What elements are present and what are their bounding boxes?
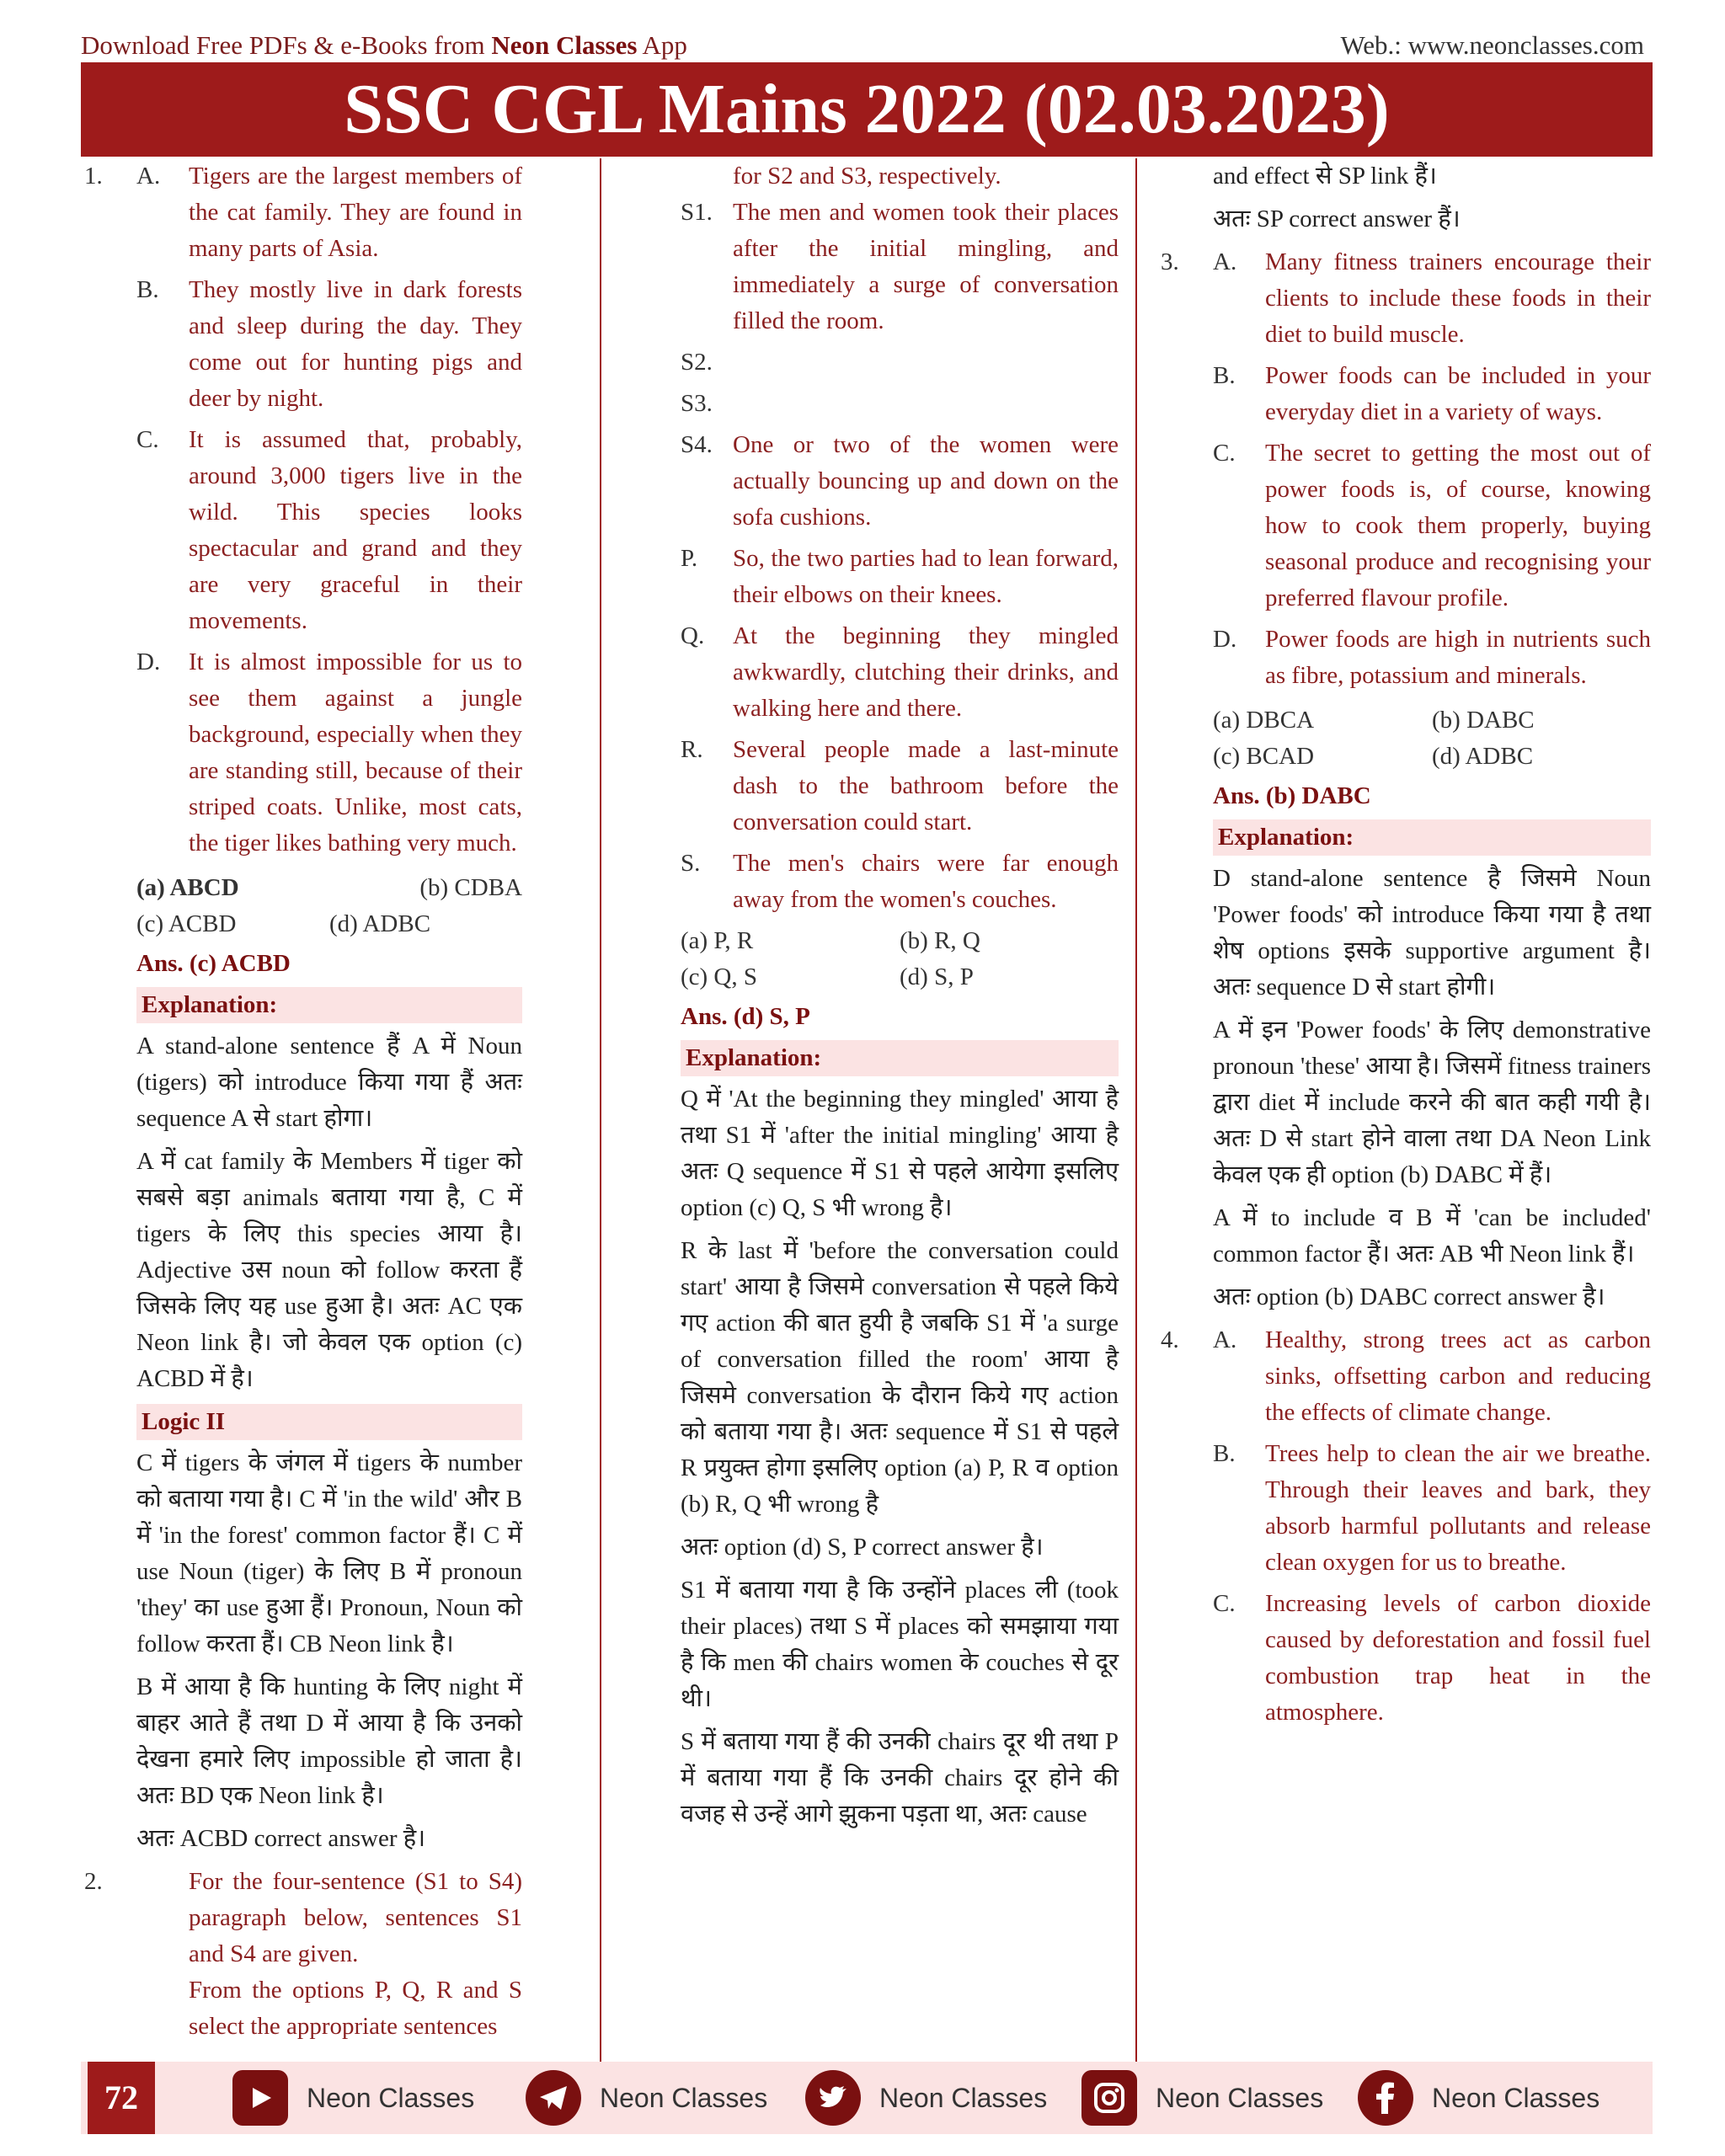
sentence-b: Trees help to clean the air we breathe. Through their leaves and bark, they absorb harmful pollutants and release clean oxygen for us to breathe. [1265, 1440, 1651, 1576]
question-number: 3. [1161, 248, 1179, 275]
youtube-link[interactable] [232, 2070, 474, 2126]
choice-b[interactable]: (b) R, Q [900, 927, 980, 954]
sentence-label: A. [1213, 248, 1237, 275]
choice-d[interactable]: (d) ADBC [329, 910, 431, 937]
column-1 [84, 158, 522, 2048]
explanation-text: R के last में 'before the conversation could start' आया है जिसमे conversation से पहले किये गए action की बात हुयी है जबकि S1 में 'a surge of conversation filled the room' आया है जिसमे conversation के दौरान किये गए action को बताया गया है। अतः sequence में S1 से पहले R प्रयुक्त होगा इसलिए option (a) P, R व option (b) R, Q भी wrong है [681, 1237, 1119, 1518]
sentence-label: B. [1213, 1440, 1236, 1467]
question-number: 2. [84, 1868, 103, 1895]
explanation-text: अतः SP correct answer हैं। [1213, 205, 1461, 232]
logic-heading: Logic II [136, 1404, 522, 1440]
explanation-text: A में cat family के Members में tiger को सबसे बड़ा animals बताया गया है, C में tigers के लिए this species आया है। Adjective उस noun को follow करता हैं जिसके लिए यह use हुआ है। अतः AC एक Neon link है। जो केवल एक option (c) ACBD में है। [136, 1148, 522, 1392]
choice-c[interactable]: (c) ACBD [136, 910, 237, 937]
answer: Ans. (b) DABC [1213, 782, 1371, 809]
download-notice: Download Free PDFs & e-Books from Neon Classes App [81, 30, 687, 60]
telegram-icon [526, 2070, 581, 2126]
sentence-a: Healthy, strong trees act as carbon sinks, offsetting carbon and reducing the effects of climate change. [1265, 1326, 1651, 1426]
sentence-d: It is almost impossible for us to see them against a jungle background, especially when they are standing still, because of their striped coats. Unlike, most cats, the tiger likes bathing very much. [189, 648, 522, 857]
twitter-label: Neon Classes [879, 2082, 1048, 2113]
twitter-icon [805, 2070, 861, 2126]
explanation-text: A में इन 'Power foods' के लिए demonstrative pronoun 'these' आया है। जिसमें fitness trainers द्वारा diet में include करने की बात कही गयी है। अतः D से start होने वाला तथा DA Neon Link केवल एक ही option (b) DABC में हैं। [1213, 1017, 1651, 1188]
sentence-s: The men's chairs were far enough away from the women's couches. [733, 850, 1119, 913]
explanation-text: अतः option (b) DABC correct answer है। [1213, 1283, 1605, 1310]
sentence-label: C. [136, 426, 159, 453]
column-divider [600, 158, 601, 2063]
question-text: for S2 and S3, respectively. [733, 163, 1001, 189]
question-number: 4. [1161, 1326, 1179, 1353]
sentence-label: D. [136, 648, 161, 675]
sentence-b: Power foods can be included in your everyday diet in a variety of ways. [1265, 362, 1651, 425]
sentence-s4: One or two of the women were actually bouncing up and down on the sofa cushions. [733, 431, 1119, 531]
sentence-a: Many fitness trainers encourage their clients to include these foods in their diet to build muscle. [1265, 248, 1651, 348]
twitter-link[interactable] [805, 2070, 1047, 2126]
sentence-label: S1. [681, 199, 713, 226]
answer: Ans. (d) S, P [681, 1003, 810, 1030]
page-number: 72 [88, 2062, 155, 2134]
sentence-c: The secret to getting the most out of power foods is, of course, knowing how to cook them properly, buying seasonal produce and recognising your preferred flavour profile. [1265, 440, 1651, 611]
question-3 [1161, 244, 1651, 699]
sentence-label: R. [681, 736, 703, 763]
column-3 [1161, 158, 1651, 1739]
question-text: From the options P, Q, R and S select the appropriate sentences [189, 1977, 522, 2040]
instagram-label: Neon Classes [1156, 2082, 1324, 2113]
explanation-heading: Explanation: [681, 1040, 1119, 1076]
sentence-label: Q. [681, 622, 705, 649]
logic-text: C में tigers के जंगल में tigers के number को बताया गया है। C में 'in the wild' और B में 'in the forest' common factor हैं। C में use Noun (tiger) के लिए B में pronoun 'they' का use हुआ हैं। Pronoun, Noun को follow करता हैं। CB Neon link है। [136, 1449, 522, 1657]
answer-choices [136, 870, 522, 942]
choice-d[interactable]: (d) ADBC [1432, 743, 1534, 770]
sentence-c: Increasing levels of carbon dioxide caused by deforestation and fossil fuel combustion trap heat in the atmosphere. [1265, 1590, 1651, 1726]
answer: Ans. (c) ACBD [136, 950, 291, 977]
sentence-label: C. [1213, 1590, 1236, 1617]
explanation-text: D stand-alone sentence है जिसमे Noun 'Power foods' को introduce किया गया है तथा शेष options इसके supportive argument है। अतः sequence D से start होगी। [1213, 865, 1651, 1001]
sentence-label: A. [1213, 1326, 1237, 1353]
instagram-link[interactable] [1081, 2070, 1323, 2126]
sentence-label: D. [1213, 626, 1237, 653]
answer-choices [1213, 702, 1651, 775]
question-text: For the four-sentence (S1 to S4) paragraph below, sentences S1 and S4 are given. [189, 1868, 522, 1967]
telegram-label: Neon Classes [600, 2082, 768, 2113]
question-number: 1. [84, 163, 103, 189]
answer-choices [681, 923, 1119, 995]
sentence-s1: The men and women took their places after the initial mingling, and immediately a surge of conversation filled the room. [733, 199, 1119, 334]
choice-c[interactable]: (c) Q, S [681, 963, 758, 990]
question-1 [84, 158, 522, 867]
column-divider [1135, 158, 1137, 2063]
logic-text: अतः ACBD correct answer है। [136, 1825, 426, 1852]
youtube-label: Neon Classes [307, 2082, 475, 2113]
page-title: SSC CGL Mains 2022 (02.03.2023) [81, 62, 1653, 157]
choice-b[interactable]: (b) CDBA [419, 874, 522, 901]
sentence-r: Several people made a last-minute dash to the bathroom before the conversation could start. [733, 736, 1119, 835]
sentence-label: S3. [681, 390, 713, 417]
choice-a[interactable]: (a) DBCA [1213, 707, 1315, 734]
choice-c[interactable]: (c) BCAD [1213, 743, 1315, 770]
top-header [81, 27, 1644, 64]
explanation-text: A में to include व B में 'can be included' common factor हैं। अतः AB भी Neon link हैं। [1213, 1204, 1651, 1267]
explanation-text: S1 में बताया गया है कि उन्होंने places ली (took their places) तथा S में places को समझाया गया है कि men की chairs women के couches से दूर थी। [681, 1577, 1119, 1712]
choice-b[interactable]: (b) DABC [1432, 707, 1535, 734]
facebook-link[interactable] [1358, 2070, 1599, 2126]
explanation-text: A stand-alone sentence हैं A में Noun (tigers) को introduce किया गया हैं अतः sequence A से start होगा। [136, 1033, 522, 1132]
sentence-label: C. [1213, 440, 1236, 467]
instagram-icon [1081, 2070, 1137, 2126]
sentence-c: It is assumed that, probably, around 3,000 tigers live in the wild. This species looks spectacular and grand and they are very graceful in their movements. [189, 426, 522, 634]
sentence-b: They mostly live in dark forests and sleep during the day. They come out for hunting pigs and deer by night. [189, 276, 522, 412]
logic-text: B में आया है कि hunting के लिए night में बाहर आते हैं तथा D में आया है कि उनको देखना हमारे लिए impossible हो जाता है। अतः BD एक Neon link है। [136, 1673, 522, 1809]
explanation-text: and effect से SP link हैं। [1213, 163, 1437, 189]
sentence-label: S4. [681, 431, 713, 458]
explanation-text: Q में 'At the beginning they mingled' आया है तथा S1 में 'after the initial mingling' आया है अतः Q sequence में S1 से पहले आयेगा इसलिए option (c) Q, S भी wrong है। [681, 1086, 1119, 1221]
explanation-text: S में बताया गया हैं की उनकी chairs दूर थी तथा P में बताया गया हैं कि उनकी chairs दूर होने की वजह से उन्हें आगे झुकना पड़ता था, अतः cause [681, 1728, 1119, 1828]
choice-a[interactable]: (a) P, R [681, 927, 754, 954]
facebook-label: Neon Classes [1432, 2082, 1600, 2113]
sentence-p: So, the two parties had to lean forward, their elbows on their knees. [733, 545, 1119, 608]
facebook-icon [1358, 2070, 1413, 2126]
choice-d[interactable]: (d) S, P [900, 963, 974, 990]
website-url[interactable]: Web.: www.neonclasses.com [1340, 30, 1644, 60]
sentence-label: B. [1213, 362, 1236, 389]
sentence-label: S2. [681, 349, 713, 376]
sentence-label: B. [136, 276, 159, 303]
sentence-q: At the beginning they mingled awkwardly, clutching their drinks, and walking here and there. [733, 622, 1119, 722]
sentence-label: A. [136, 163, 161, 189]
column-2 [681, 158, 1119, 1839]
brand-name: Neon Classes [491, 30, 638, 60]
sentence-d: Power foods are high in nutrients such as fibre, potassium and minerals. [1265, 626, 1651, 689]
sentence-label: P. [681, 545, 698, 572]
sentence-label: S. [681, 850, 701, 877]
explanation-heading: Explanation: [136, 987, 522, 1023]
explanation-text: अतः option (d) S, P correct answer है। [681, 1534, 1044, 1561]
telegram-link[interactable] [526, 2070, 767, 2126]
question-2 [84, 1864, 522, 2045]
explanation-heading: Explanation: [1213, 819, 1651, 856]
sentence-a: Tigers are the largest members of the cat family. They are found in many parts of Asia. [189, 163, 522, 262]
youtube-icon [232, 2070, 288, 2126]
choice-a[interactable]: (a) ABCD [136, 874, 239, 901]
question-4 [1161, 1322, 1651, 1736]
